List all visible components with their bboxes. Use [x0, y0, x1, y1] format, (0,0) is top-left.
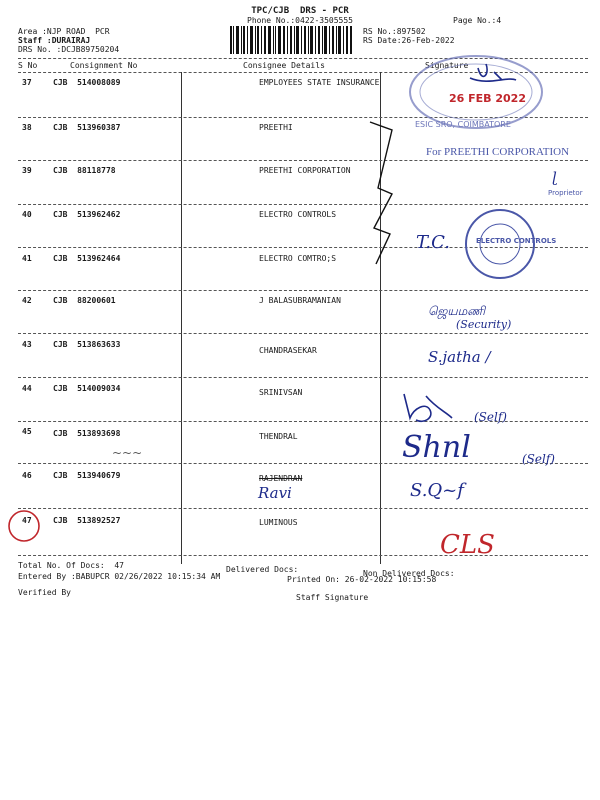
electro-signature: T.C.: [416, 232, 450, 253]
rs-number: RS No.:897502: [363, 27, 426, 36]
row-consignee: J BALASUBRAMANIAN: [259, 296, 341, 305]
row-consignee: EMPLOYEES STATE INSURANCE: [259, 78, 380, 87]
dash-mark-icon: ~~~: [112, 446, 143, 460]
row-consignment: CJB 514009034: [53, 384, 121, 393]
stamp-date: 26 FEB 2022: [449, 92, 526, 105]
column-consignee: Consignee Details: [243, 61, 325, 70]
row-consignment: CJB 513892527: [53, 516, 121, 525]
drs-number: DRS No. :DCJB89750204: [18, 45, 120, 54]
row-consignee: CHANDRASEKAR: [259, 346, 317, 355]
row-consignee: RAJENDRAN: [259, 474, 303, 483]
vertical-rule-left: [181, 72, 182, 564]
balasubramanian-signature-icon: ஜெயமணி: [428, 304, 486, 318]
self-note-2: (Self): [522, 452, 555, 466]
electro-stamp-text: ELECTRO CONTROLS: [476, 237, 557, 245]
preethi-stamp: For PREETHI CORPORATION: [426, 146, 570, 158]
row-sno: 44: [22, 384, 32, 393]
row-consignment: CJB 88200601: [53, 296, 116, 305]
row-divider: [18, 508, 588, 509]
row-sno: 39: [22, 166, 32, 175]
stamp-org: ESIC SRO, COIMBATORE: [415, 120, 511, 129]
verified-by: Verified By: [18, 588, 71, 597]
phone-number: Phone No.:0422-3505555: [247, 16, 353, 25]
ravi-handwritten: Ravi: [258, 484, 292, 502]
row-consignee: THENDRAL: [259, 432, 298, 441]
delivered-docs: Delivered Docs:: [226, 565, 299, 574]
page-number: Page No.:4: [453, 16, 502, 25]
entered-by: Entered By :BABUPCR 02/26/2022 10:15:34 AM: [18, 572, 221, 581]
row-consignee: ELECTRO COMTRO;S: [259, 254, 337, 263]
area-label: Area :NJP ROAD PCR: [18, 27, 110, 36]
row-sno: 38: [22, 123, 32, 132]
cls-red-mark: CLS: [440, 530, 495, 560]
bracket-mark: [368, 118, 398, 268]
row-consignment: CJB 88118778: [53, 166, 116, 175]
row-consignment: CJB 513960387: [53, 123, 121, 132]
srinivsan-signature-icon: [396, 388, 456, 428]
row-divider: [18, 333, 588, 334]
row-consignment: CJB 513962462: [53, 210, 121, 219]
self-note-1: (Self): [474, 410, 507, 424]
staff-label: Staff :DURAIRAJ: [18, 36, 91, 45]
proprietor-label: Proprietor: [548, 189, 583, 197]
row-consignment: CJB 514008089: [53, 78, 121, 87]
proprietor-signature-icon: ɭ: [552, 170, 558, 186]
total-docs: Total No. Of Docs: 47: [18, 561, 124, 570]
printed-on: Printed On: 26-02-2022 10:15:58: [287, 575, 437, 584]
row-sno: 41: [22, 254, 32, 263]
row-divider: [18, 204, 588, 205]
column-signature: Signature: [425, 61, 469, 70]
row-divider: [18, 160, 588, 161]
row-sno: 42: [22, 296, 32, 305]
thendral-signature: Shnl: [402, 430, 471, 465]
row-consignment: CJB 513940679: [53, 471, 121, 480]
row-sno: 40: [22, 210, 32, 219]
row-consignee: PREETHI CORPORATION: [259, 166, 351, 175]
row-sno: 45: [22, 427, 32, 436]
row-consignment: CJB 513962464: [53, 254, 121, 263]
barcode-image: [230, 26, 352, 54]
row-divider: [18, 377, 588, 378]
column-sno: S No: [18, 61, 38, 70]
row-sno: 47: [22, 516, 32, 525]
row-sno: 43: [22, 340, 32, 349]
row-consignee: PREETHI: [259, 123, 293, 132]
chandrasekar-signature: S.jatha /: [428, 348, 491, 366]
non-delivered-docs: Non Delivered Docs:: [363, 569, 455, 578]
sign-46: S.Q~f: [410, 480, 464, 501]
row-sno: 46: [22, 471, 32, 480]
column-consignment: Consignment No: [70, 61, 138, 70]
rs-date: RS Date:26-Feb-2022: [363, 36, 455, 45]
row-divider: [18, 555, 588, 556]
red-circle-mark: [6, 508, 42, 544]
row-consignee: LUMINOUS: [259, 518, 298, 527]
row-divider: [18, 463, 588, 464]
report-title: TPC/CJB DRS - PCR: [251, 6, 349, 16]
row-consignment: CJB 513863633: [53, 340, 121, 349]
row-consignee: SRINIVSAN: [259, 388, 303, 397]
row-sno: 37: [22, 78, 32, 87]
row-consignment: CJB 513893698: [53, 429, 121, 438]
security-note: (Security): [456, 318, 512, 331]
row-consignee: ELECTRO CONTROLS: [259, 210, 337, 219]
row-divider: [18, 290, 588, 291]
staff-signature: Staff Signature: [296, 593, 369, 602]
